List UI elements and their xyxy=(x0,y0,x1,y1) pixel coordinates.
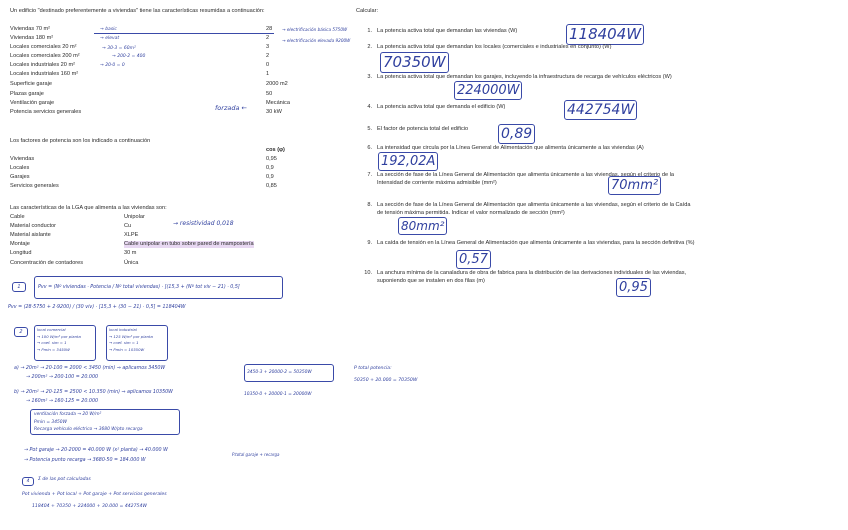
lga-value: 30 m xyxy=(124,250,137,256)
question-text: La caída de tensión en la Línea General de Alimentación que alimenta únicamente a las viviendas, para la sección definitiva (%) xyxy=(377,240,695,246)
inventory-value: 50 xyxy=(266,91,273,97)
note-ind20: → 20·0 = 0 xyxy=(100,63,125,68)
q2-box2-l3: → Pmin = 10350W xyxy=(109,346,145,352)
answer-box: 70mm² xyxy=(608,176,661,195)
answer-box: 70350W xyxy=(380,52,449,73)
question-text: La sección de fase de la Línea General de Alimentación que alimenta únicamente a las viviendas, según el criterio de la Caída de tensión máxima permitida. Indicar el valor normalizado de sección (mm²) xyxy=(377,202,691,216)
pf-label: Viviendas xyxy=(10,156,35,162)
q2-box2-l2: → coef. sim = 1 xyxy=(109,340,139,345)
lga-value: Única xyxy=(124,260,139,266)
q2-total: 50350 + 20.000 = 70350W xyxy=(354,378,418,383)
q2-work-label: 2 xyxy=(14,327,28,337)
pf-value: 0,85 xyxy=(266,183,277,189)
answer-box: 0,89 xyxy=(498,124,535,144)
note-loc20: → 30·3 = 60m² xyxy=(102,46,136,51)
pf-header: cos (φ) xyxy=(266,147,285,153)
q3-box-l2: Pmin = 3450W xyxy=(34,419,67,425)
note-resistividad: → resistividad 0,018 xyxy=(173,220,234,227)
q2-b-sum: 10350·0 + 20000·1 = 20000W xyxy=(244,392,312,397)
inventory-label: Viviendas 180 m² xyxy=(10,35,54,41)
inventory-value: 2 xyxy=(266,35,270,41)
note-loc200: → 200·2 = 400 xyxy=(112,54,146,59)
question-text: La potencia activa total que demandan los garajes, incluyendo la infraestructura de recarga de vehículos eléctricos (W) xyxy=(377,74,672,80)
inventory-value: 1 xyxy=(266,71,270,77)
q1-calc: Pvv = (28·5750 + 2·9200) / (30 viv) · [15,3 + (30 − 21) · 0,5] = 118404W xyxy=(8,305,186,310)
pf-label: Servicios generales xyxy=(10,183,59,189)
q4-line1: Σ de las pot calculadas xyxy=(38,477,91,482)
q3-box xyxy=(30,409,180,435)
note-brace2: → electrificación elevada 9200W xyxy=(282,38,351,43)
question-text: La sección de fase de la Línea General de Alimentación que alimenta únicamente a las viviendas, según el criterio de la Intensidad de corriente máxima admisible (mm²) xyxy=(377,172,674,186)
underline-stroke xyxy=(94,33,274,34)
question-number: 7. xyxy=(367,172,372,178)
q2-box2-title: local industrial xyxy=(109,327,137,332)
lga-label: Longitud xyxy=(10,250,32,256)
answer-box: 0,57 xyxy=(456,250,491,269)
question-number: 10. xyxy=(364,270,372,276)
q3-line1: → Pot garaje → 20·2000 = 40.000 W (x² planta) → 40.000 W xyxy=(24,448,168,453)
q2-box2-l1: → 125 W/m² por planta xyxy=(109,333,153,339)
question-number: 5. xyxy=(367,126,372,132)
inventory-value: 2 xyxy=(266,53,270,59)
lga-value: Cu xyxy=(124,223,132,229)
note-viv70: → basic xyxy=(100,27,117,32)
inventory-label: Locales industriales 160 m² xyxy=(10,71,79,77)
q2-box1-l1: → 100 W/m² por planta xyxy=(37,333,81,339)
q3-line2: → Potencia punto recarga → 3680·50 = 184.000 W xyxy=(24,458,146,463)
pf-value: 0,9 xyxy=(266,174,274,180)
inventory-label: Viviendas 70 m² xyxy=(10,26,51,32)
lga-intro: Las características de la LGA que alimenta a las viviendas son: xyxy=(10,205,167,211)
q4-line3: 118404 + 70350 + 224000 + 30.000 = 442754W xyxy=(32,504,147,509)
inventory-value: 30 kW xyxy=(266,109,282,115)
question-number: 4. xyxy=(367,104,372,110)
intro-text: Un edificio "destinado preferentemente a viviendas" tiene las características resumidas a continuación: xyxy=(10,8,265,14)
lga-label: Material aislante xyxy=(10,232,51,238)
lga-value: XLPE xyxy=(124,232,139,238)
q1-work-label: 1 xyxy=(12,282,26,292)
calc-title: Calcular: xyxy=(356,8,379,14)
q2-box1-title: local comercial xyxy=(37,327,66,332)
q2-box1-l2: → coef. sim = 1 xyxy=(37,340,67,345)
question-text: La potencia activa total que demanda el edificio (W) xyxy=(377,104,506,110)
q3-brace: P.total garaje + recarga xyxy=(232,452,280,457)
question-number: 8. xyxy=(367,202,372,208)
question-number: 3. xyxy=(367,74,372,80)
pf-label: Locales xyxy=(10,165,30,171)
question-number: 6. xyxy=(367,145,372,151)
question-number: 1. xyxy=(367,28,372,34)
lga-value: Cable unipolar en tubo sobre pared de mampostería xyxy=(124,241,254,247)
q2-b-line2: → 160m² → 160·125 = 20.000 xyxy=(26,399,99,404)
q1-formula: Pvv = (Nº viviendas · Potencia / Nº total viviendas) · [(15,3 + (Nº tot viv − 21) · 0,5] xyxy=(34,276,283,299)
q4-work-label: 4 xyxy=(22,477,34,486)
inventory-label: Locales comerciales 20 m² xyxy=(10,44,77,50)
q2-total-label: P total potencia: xyxy=(354,366,392,371)
pf-value: 0,95 xyxy=(266,156,277,162)
question-text: La intensidad que circula por la Línea General de Alimentación que alimenta únicamente a las viviendas (A) xyxy=(377,145,644,151)
q2-b-line1: b) → 20m² → 20·125 = 2500 < 10.350 (min) ⇒ aplicamos 10350W xyxy=(14,390,173,395)
inventory-label: Ventilación garaje xyxy=(10,100,55,106)
question-text: La potencia activa total que demandan las viviendas (W) xyxy=(377,28,518,34)
answer-box: 0,95 xyxy=(616,278,651,297)
q3-box-l3: Recarga vehículo eléctrico → 3680 W/pto recarga xyxy=(34,427,143,432)
inventory-label: Locales industriales 20 m² xyxy=(10,62,75,68)
inventory-label: Plazas garaje xyxy=(10,91,44,97)
answer-box: 118404W xyxy=(566,24,644,45)
q4-line2: Pot vivienda + Pot local + Pot garaje + Pot servicios generales xyxy=(22,492,167,497)
inventory-value: 2000 m2 xyxy=(266,81,288,87)
lga-label: Montaje xyxy=(10,241,30,247)
lga-label: Cable xyxy=(10,214,25,220)
answer-box: 80mm² xyxy=(398,217,447,235)
question-number: 2. xyxy=(367,44,372,50)
q2-box1-l3: → Pmin = 3450W xyxy=(37,346,70,352)
q2-a-line2: → 200m² → 200·100 = 20.000 xyxy=(26,375,99,380)
question-text: La potencia activa total que demandan los locales (comerciales e industriales en conjunto) (W) xyxy=(377,44,612,50)
question-text: La anchura mínima de la canaladura de obra de fabrica para la distribución de las derivaciones individuales de las viviendas, suponiendo que se instalen en dos filas (m) xyxy=(377,270,687,284)
pf-value: 0,9 xyxy=(266,165,274,171)
question-text: El factor de potencia total del edificio xyxy=(377,126,469,132)
question-number: 9. xyxy=(367,240,372,246)
lga-label: Concentración de contadores xyxy=(10,260,84,266)
inventory-value: 0 xyxy=(266,62,270,68)
q2-a-line1: a) → 20m² → 20·100 = 2000 < 3450 (min) ⇒ aplicamos 3450W xyxy=(14,366,166,371)
q2-box-comercial xyxy=(34,325,96,361)
pf-label: Garajes xyxy=(10,174,30,180)
answer-box: 192,02A xyxy=(378,152,438,171)
note-viv180: → elevat xyxy=(100,36,120,41)
inventory-value: Mecánica xyxy=(266,100,290,106)
q3-box-l1: ventilación forzada → 20 W/m² xyxy=(34,412,102,417)
note-brace1: → electrificación básica 5750W xyxy=(282,27,348,32)
lga-value: Unipolar xyxy=(124,214,145,220)
inventory-label: Potencia servicios generales xyxy=(10,109,82,115)
inventory-label: Superficie garaje xyxy=(10,81,52,87)
note-forzada: forzada ← xyxy=(215,104,247,112)
answer-box: 442754W xyxy=(564,100,637,120)
q2-sum: 3450·3 + 20000·2 = 50350W xyxy=(244,364,334,382)
q2-box-industrial xyxy=(106,325,168,361)
inventory-value: 3 xyxy=(266,44,270,50)
lga-label: Material conductor xyxy=(10,223,57,229)
inventory-label: Locales comerciales 200 m² xyxy=(10,53,80,59)
answer-box: 224000W xyxy=(454,81,522,100)
inventory-value: 28 xyxy=(266,26,273,32)
pf-intro: Los factores de potencia son los indicado a continuación xyxy=(10,138,151,144)
